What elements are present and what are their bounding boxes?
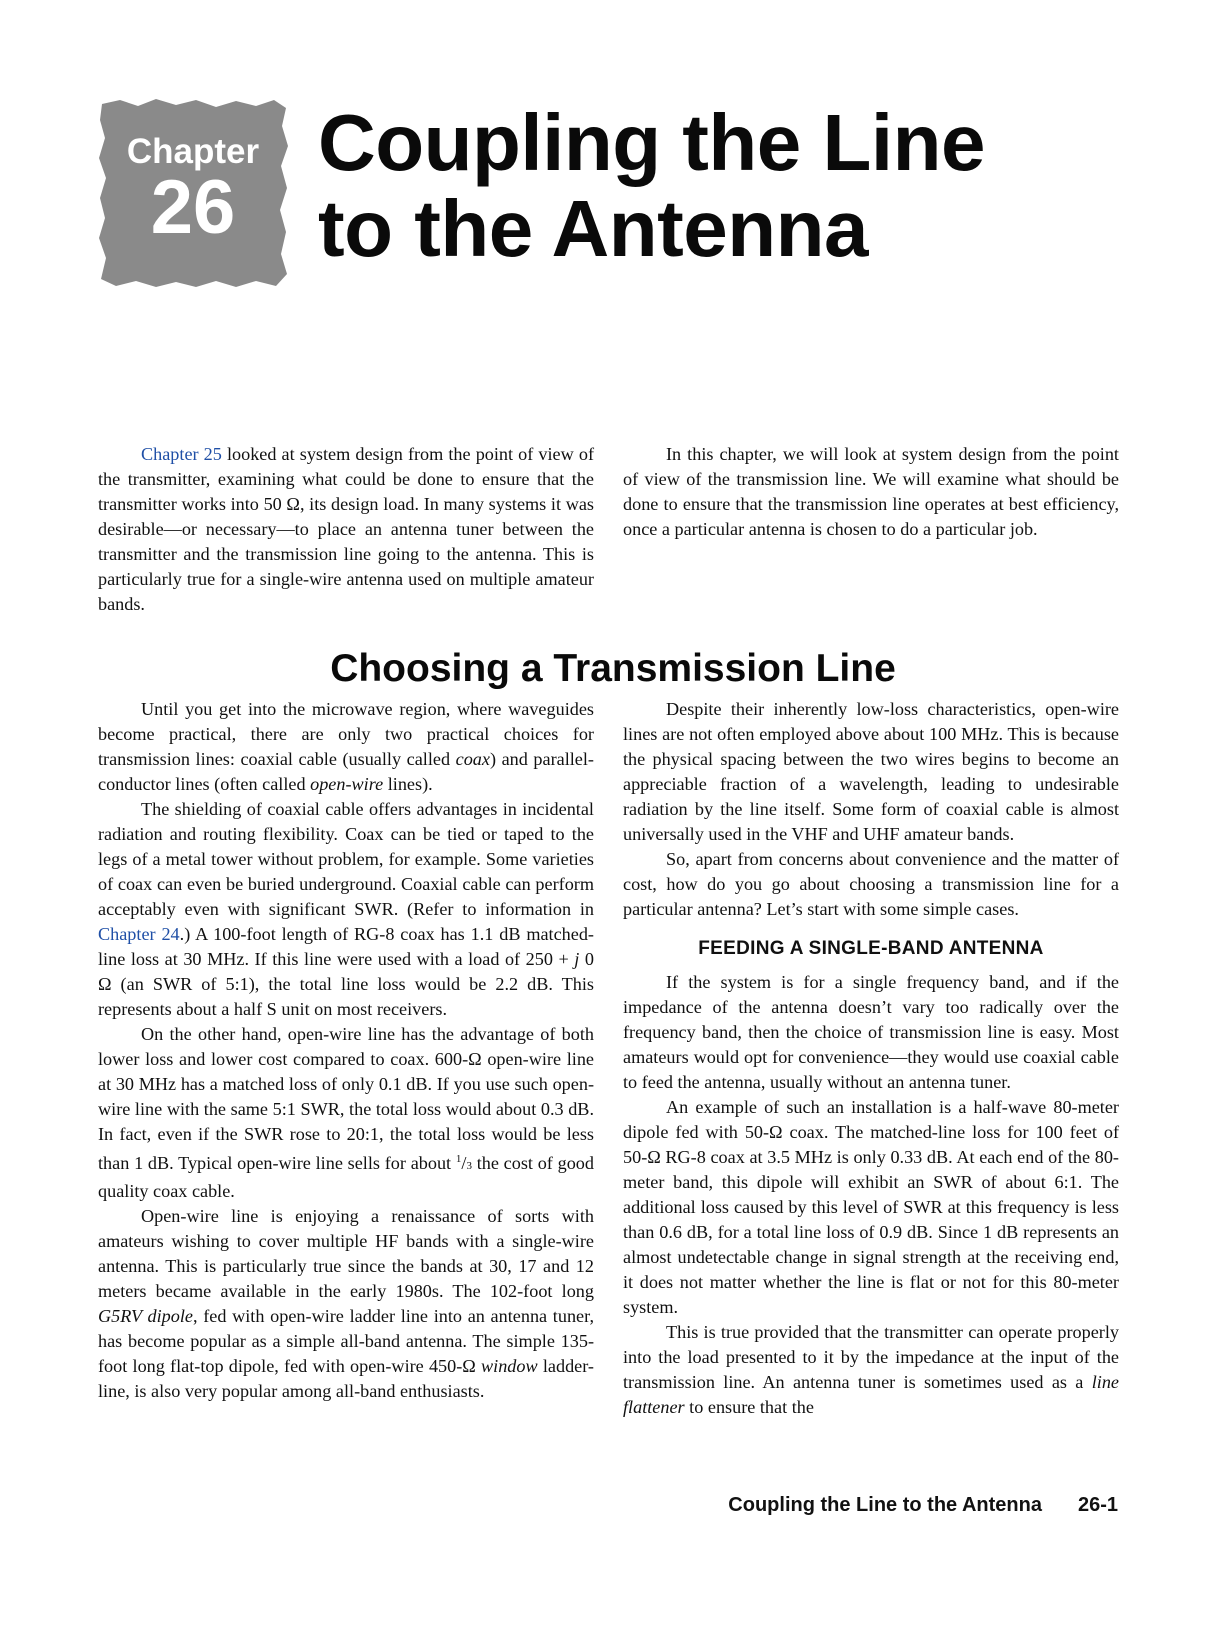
right-paragraph-2: So, apart from concerns about convenience and the matter of cost, how do you go about choosing a transmission line for a particular antenna? Let’s start with some simple cases.: [623, 849, 1119, 919]
chapter-number: 26: [150, 165, 236, 250]
left-p1-text-a: Until you get into the microwave region, where waveguides become practical, there are only two practical choices for transmission lines: coaxial cable (usually called: [98, 699, 594, 769]
left-paragraph-4: [98, 1204, 594, 1404]
left-p2-text-a: The shielding of coaxial cable offers advantages in incidental radiation and routing flexibility. Coax can be tied or taped to the legs of a metal tower without problem, for example. Some varieties of coax can even be buried underground. Coaxial cable can perform acceptably even with significant SWR. (Refer to information in: [98, 799, 594, 919]
intro-paragraph-1: [98, 442, 594, 617]
left-p2-text-c: 0 Ω (an SWR of 5:1), the total line loss would be 2.2 dB. This represents about a half S unit on most receivers.: [98, 949, 594, 1019]
intro-left-column: [98, 442, 594, 617]
body-right-column: [623, 697, 1119, 1420]
intro-paragraph-2: In this chapter, we will look at system design from the point of view of the transmission line. We will examine what should be done to ensure that the transmission line operates at best efficiency, once a particular antenna is chosen to do a particular job.: [623, 444, 1119, 539]
intro-right-column: [623, 442, 1119, 542]
left-p3-text-a: On the other hand, open-wire line has the advantage of both lower loss and lower cost compared to coax. 600-Ω open-wire line at 30 MHz has a matched loss of only 0.1 dB. If you use such open-wire line with the same 5:1 SWR, the total loss would about 0.3 dB. In fact, even if the SWR rose to 20:1, the total loss would be less than 1 dB. Typical open-wire line sells for about: [98, 1024, 594, 1174]
open-wire-term: open-wire: [310, 774, 384, 794]
left-paragraph-1: [98, 697, 594, 797]
subheading-single-band: FEEDING A SINGLE-BAND ANTENNA: [698, 938, 1044, 959]
left-paragraph-2: [98, 797, 594, 1022]
left-p3-text-b: the cost of good quality coax cable.: [98, 1153, 594, 1202]
section-heading: Choosing a Transmission Line: [330, 647, 896, 690]
intro-paragraph-1-text: looked at system design from the point of view of the transmitter, examining what could be done to ensure that the transmitter works into 50 Ω, its design load. In many systems it was desirable—or necessary—to place an antenna tuner between the transmitter and the transmission line going to the antenna. This is particularly true for a single-wire antenna used on multiple amateur bands.: [98, 444, 595, 614]
left-p4-text-a: Open-wire line is enjoying a renaissance of sorts with amateurs wishing to cover multiple HF bands with a single-wire antenna. This is particularly true since the bands at 30, 17 and 12 meters became available in the early 1980s. The 102-foot long: [98, 1206, 594, 1302]
page-number: 26-1: [1077, 1494, 1118, 1516]
chapter-label: Chapter: [126, 132, 260, 171]
left-p2-text-b: .) A 100-foot length of RG-8 coax has 1.1 dB matched-line loss at 30 MHz. If this line were used with a load of 250 +: [98, 924, 594, 969]
chapter-title-line-1: Coupling the Line: [318, 98, 985, 187]
footer-title: Coupling the Line to the Antenna: [728, 1494, 1042, 1516]
left-p1-text-c: lines).: [383, 774, 433, 794]
fraction-denominator: 3: [466, 1160, 472, 1173]
right-paragraph-3: If the system is for a single frequency band, and if the impedance of the antenna doesn’t vary too radically over the frequency band, then the choice of transmission line is easy. Most amateurs would opt for convenience—they would use coaxial cable to feed the antenna, usually without an antenna tuner.: [623, 972, 1119, 1092]
right-paragraph-4: An example of such an installation is a half-wave 80-meter dipole fed with 50-Ω coax. The matched-line loss for 100 feet of 50-Ω RG-8 coax at 3.5 MHz is only 0.33 dB. At each end of the 80-meter band, this dipole will exhibit an SWR of about 6:1. The additional loss caused by this level of SWR at this frequency is less than 0.6 dB, for a total line loss of 0.9 dB. Since 1 dB represents an almost undetectable change in signal strength at the receiving end, it does not matter whether the line is flat or not for this 80-meter system.: [623, 1097, 1119, 1317]
chapter-badge: [98, 98, 288, 288]
window-term: window: [481, 1356, 538, 1377]
coax-term: coax: [455, 749, 490, 769]
chapter-title: [318, 100, 985, 272]
page-footer: [728, 1494, 1118, 1517]
left-p1-text-b: ) and parallel-conductor lines (often called: [98, 749, 594, 794]
right-paragraph-1: Despite their inherently low-loss characteristics, open-wire lines are not often employed above about 100 MHz. This is because the physical spacing between the two wires begins to become an appreciable fraction of a wavelength, leading to undesirable radiation by the line itself. Some form of coaxial cable is almost universally used in the VHF and UHF amateur bands.: [623, 699, 1119, 844]
left-paragraph-3: On the other hand, open-wire line has the advantage of both lower loss and lower cost compared to coax. 600-Ω open-wire line at 30 MHz has a matched loss of only 0.1 dB. If you use such open-wire line with the same 5:1 SWR, the total loss would about 0.3 dB. In fact, even if the SWR rose to 20:1, the total loss would be less than 1 dB. Typical open-wire line sells for about $^1$/3 the cost of good quality coax cable.: [98, 1024, 594, 1202]
imaginary-j: j: [574, 949, 580, 969]
body-left-column: [98, 697, 594, 1404]
chapter-25-link[interactable]: Chapter 25: [141, 444, 222, 464]
chapter-24-link[interactable]: Chapter 24: [98, 924, 180, 944]
g5rv-term: G5RV dipole: [98, 1306, 193, 1327]
right-p5-text-a: This is true provided that the transmitter can operate properly into the load presented to it by the impedance at the input of the transmission line. An antenna tuner is sometimes used as a: [623, 1322, 1119, 1392]
left-p4-text-b: , fed with open-wire ladder line into an antenna tuner, has become popular as a simple all-band antenna. The simple 135-foot long flat-top dipole, fed with open-wire 450-Ω: [98, 1306, 594, 1377]
fraction-numerator: 1: [455, 1153, 462, 1165]
right-paragraph-5: [623, 1320, 1119, 1420]
chapter-title-line-2: to the Antenna: [318, 184, 868, 273]
line-flattener-term: line flattener: [623, 1372, 1119, 1417]
left-p4-text-c: ladder-line, is also very popular among all-band enthusiasts.: [98, 1356, 594, 1402]
right-p5-text-b: to ensure that the: [684, 1397, 814, 1417]
